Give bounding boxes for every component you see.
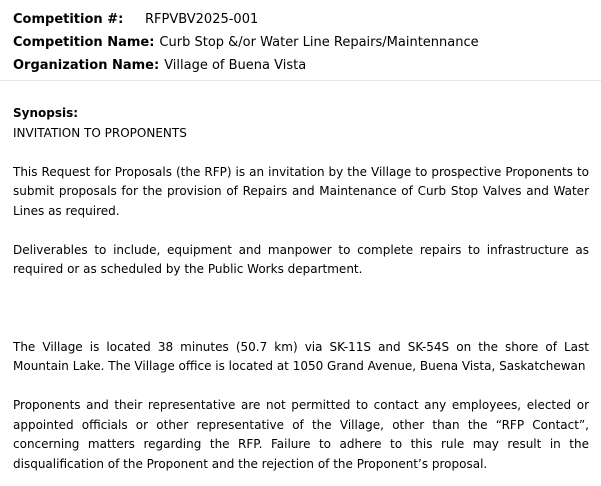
competition-number-row <box>13 8 598 31</box>
competition-number-label: Competition #: <box>13 12 124 27</box>
synopsis-paragraph-invitation: This Request for Proposals (the RFP) is an invitation by the Village to prospective Proponents to submit proposals for the provision of Repairs and Maintenance of Curb Stop Valves and Water Lines as required. <box>13 164 589 218</box>
organization-name-row <box>13 54 598 77</box>
competition-name-value: Curb Stop &/or Water Line Repairs/Maintennance <box>159 35 479 50</box>
synopsis-section <box>13 104 589 474</box>
synopsis-paragraph-contact-rules: Proponents and their representative are not permitted to contact any employees, elected or appointed officials or other representative of the Village, other than the “RFP Contact”, concerning matters regarding the RFP. Failure to adhere to this rule may result in the disqualification of the Proponent and the rejection of the Proponent’s proposal. <box>13 398 589 471</box>
synopsis-heading: INVITATION TO PROPONENTS <box>13 125 187 140</box>
organization-name-value: Village of Buena Vista <box>164 58 307 73</box>
competition-details <box>13 8 598 77</box>
organization-name-label: Organization Name: <box>13 58 160 73</box>
competition-name-row <box>13 31 598 54</box>
section-divider <box>0 80 601 81</box>
competition-number-value: RFPVBV2025-001 <box>145 12 259 27</box>
synopsis-label: Synopsis: <box>13 106 79 120</box>
competition-name-label: Competition Name: <box>13 35 155 50</box>
synopsis-paragraph-deliverables: Deliverables to include, equipment and manpower to complete repairs to infrastructure as required or as scheduled by the Public Works department. <box>13 242 589 276</box>
synopsis-paragraph-location: The Village is located 38 minutes (50.7 km) via SK-11S and SK-54S on the shore of Last Mountain Lake. The Village office is located at 1050 Grand Avenue, Buena Vista, Saskatchewan <box>13 339 589 373</box>
